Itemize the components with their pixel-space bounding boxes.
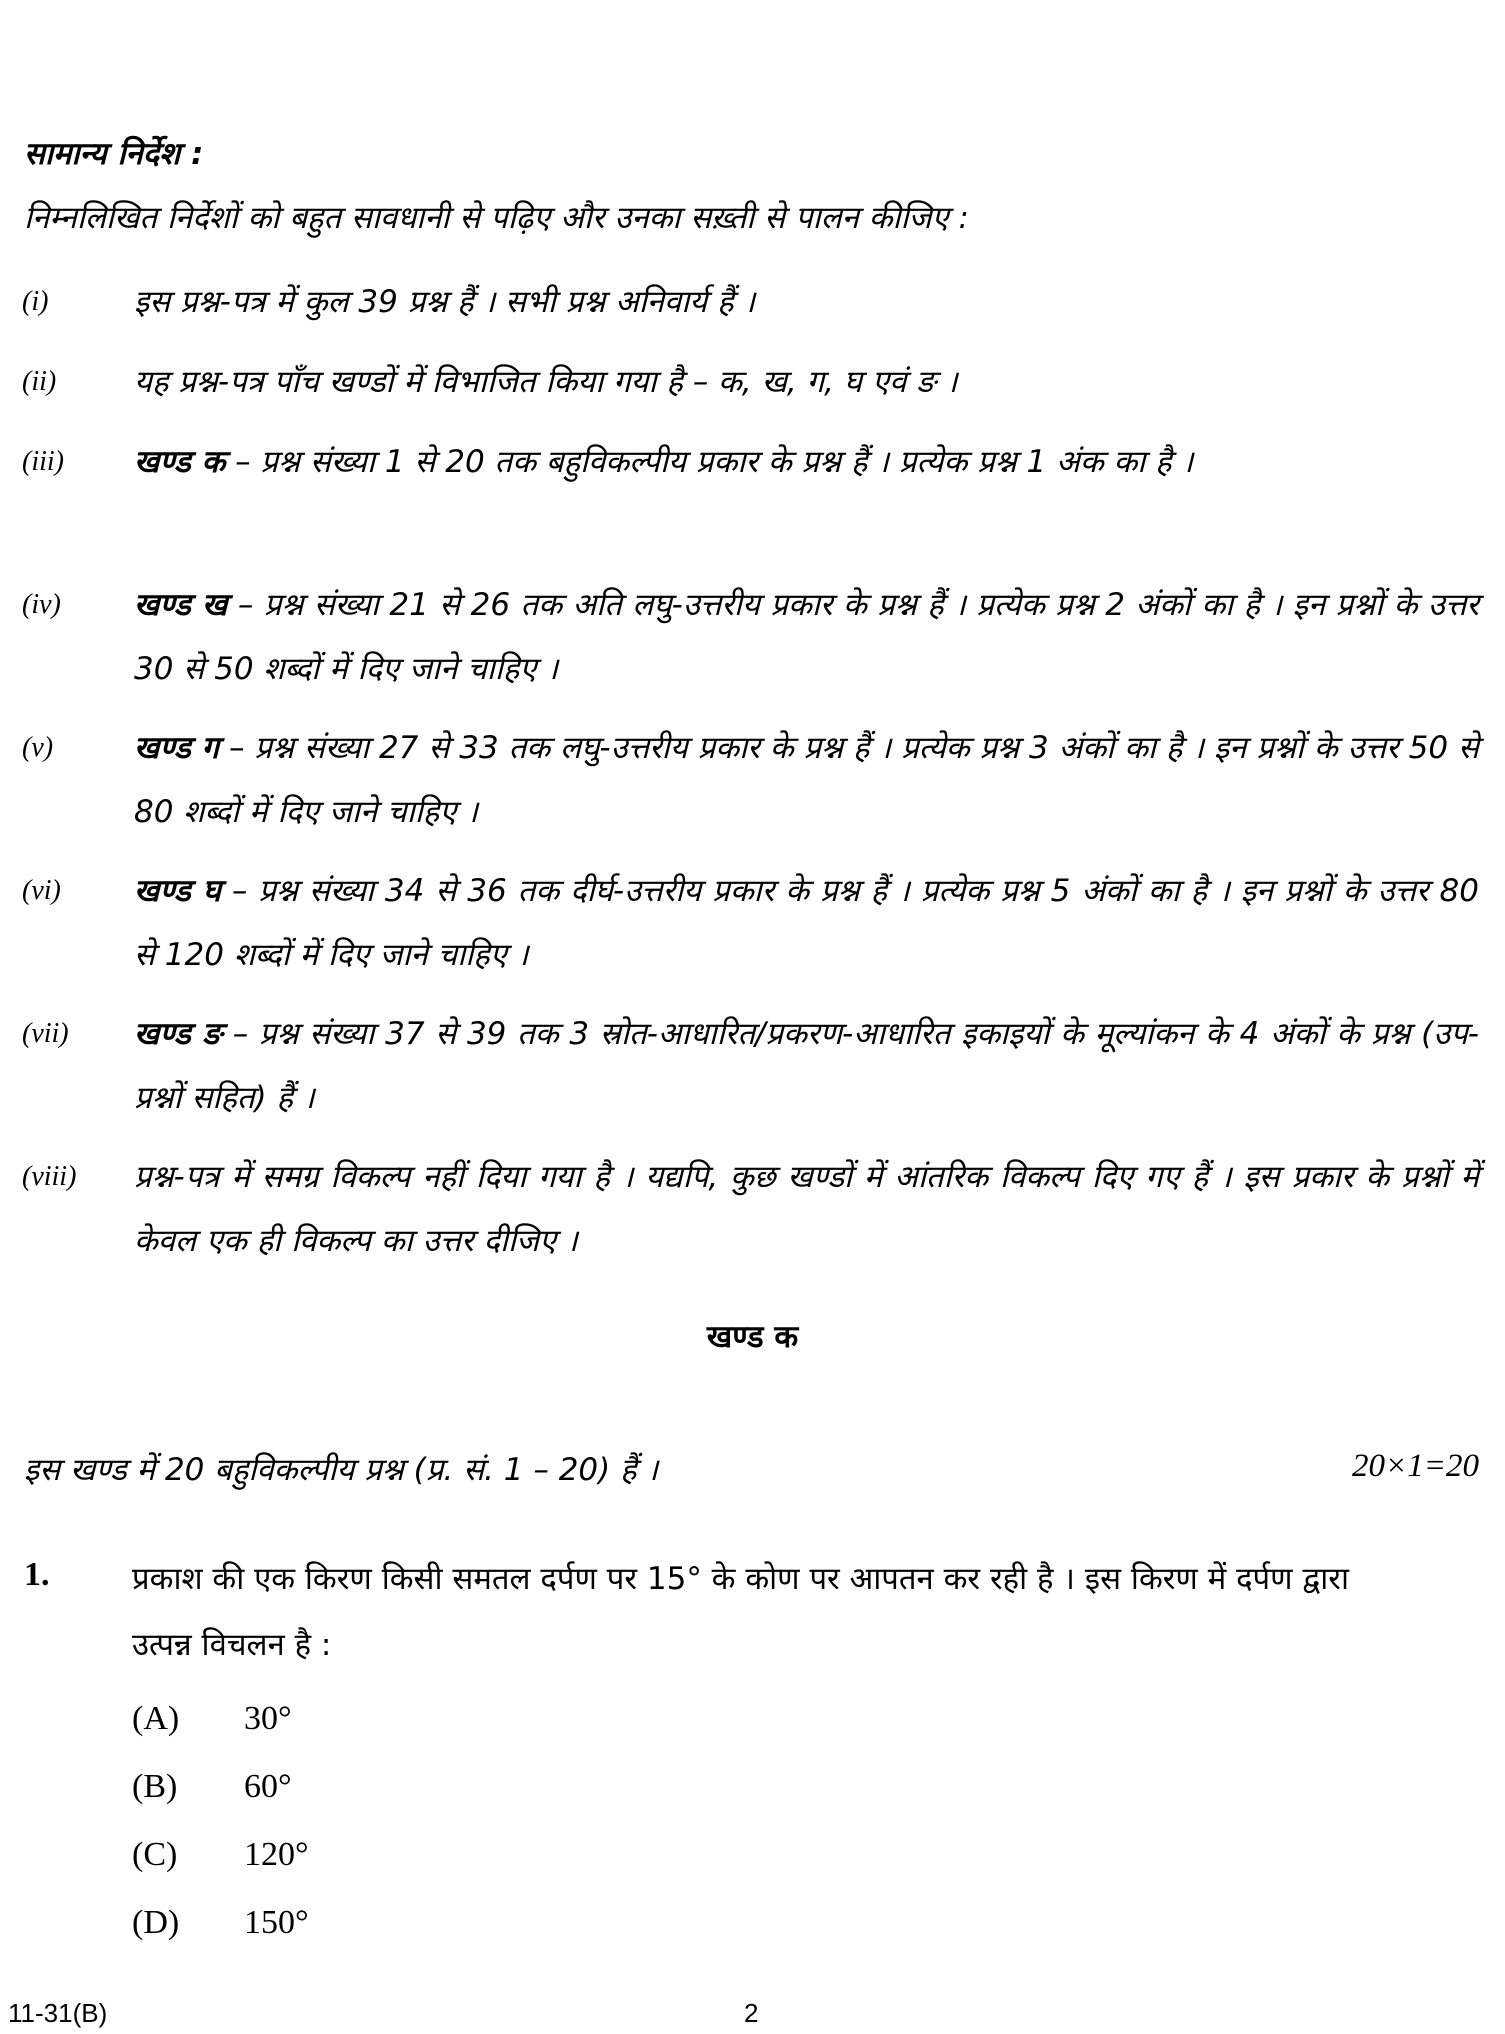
option-c (132, 1836, 309, 1874)
section-label: खण्ड ङ (134, 1016, 223, 1052)
general-instructions-intro: निम्नलिखित निर्देशों को बहुत सावधानी से पढ़िए और उनका सख़्ती से पालन कीजिए : (24, 200, 969, 236)
section-title: खण्ड क (706, 1319, 799, 1355)
section-label: खण्ड घ (134, 873, 221, 909)
option-d (132, 1904, 309, 1942)
section-label: खण्ड ख (134, 587, 228, 623)
option-b (132, 1768, 292, 1806)
instruction-number: (v) (22, 732, 54, 763)
option-value: 60° (244, 1768, 292, 1805)
option-a (132, 1700, 292, 1738)
instruction-text: खण्ड ङ – प्रश्न संख्या 37 से 39 तक 3 स्रोत-आधारित/प्रकरण-आधारित इकाइयों के मूल्यांकन के 4 अंकों के प्रश्न (उप-प्रश्नों सहित) हैं । (134, 1016, 1479, 1116)
instruction-number: (vii) (22, 1018, 69, 1049)
instruction-text: खण्ड ख – प्रश्न संख्या 21 से 26 तक अति लघु-उत्तरीय प्रकार के प्रश्न हैं । प्रत्येक प्रश्न 2 अंकों का है । इन प्रश्नों के उत्तर 30 से 50 शब्दों में दिए जाने चाहिए । (134, 587, 1479, 687)
instruction-number: (iii) (22, 446, 64, 477)
section-description: इस खण्ड में 20 बहुविकल्पीय प्रश्न (प्र. सं. 1 – 20) हैं । (24, 1452, 659, 1488)
instruction-number: (viii) (22, 1161, 77, 1192)
instruction-number: (ii) (22, 366, 57, 397)
option-label: (D) (132, 1904, 180, 1941)
option-label: (C) (132, 1836, 178, 1873)
instruction-text: खण्ड ग – प्रश्न संख्या 27 से 33 तक लघु-उत्तरीय प्रकार के प्रश्न हैं । प्रत्येक प्रश्न 3 अंकों का है । इन प्रश्नों के उत्तर 50 से 80 शब्दों में दिए जाने चाहिए । (134, 730, 1480, 830)
instruction-number: (iv) (22, 589, 61, 620)
option-label: (A) (132, 1700, 180, 1737)
paper-code: 11-31(B) (8, 1998, 108, 2028)
instruction-text: खण्ड घ – प्रश्न संख्या 34 से 36 तक दीर्घ-उत्तरीय प्रकार के प्रश्न हैं । प्रत्येक प्रश्न 5 अंकों का है । इन प्रश्नों के उत्तर 80 से 120 शब्दों में दिए जाने चाहिए । (134, 873, 1480, 973)
instruction-number: (vi) (22, 875, 61, 906)
option-value: 150° (244, 1904, 309, 1941)
option-value: 30° (244, 1700, 292, 1737)
question-number: 1. (24, 1556, 50, 1593)
option-label: (B) (132, 1768, 178, 1805)
section-label: खण्ड क (134, 444, 226, 480)
option-value: 120° (244, 1836, 309, 1873)
general-instructions-heading: सामान्य निर्देश : (24, 136, 204, 172)
page-number: 2 (744, 1998, 759, 2028)
instruction-text: यह प्रश्न-पत्र पाँच खण्डों में विभाजित किया गया है – क, ख, ग, घ एवं ङ । (134, 364, 958, 400)
instruction-text: इस प्रश्न-पत्र में कुल 39 प्रश्न हैं । सभी प्रश्न अनिवार्य हैं । (134, 284, 756, 320)
instruction-number: (i) (22, 286, 49, 317)
instruction-text: प्रश्न-पत्र में समग्र विकल्प नहीं दिया गया है । यद्यपि, कुछ खण्डों में आंतरिक विकल्प दिए गए हैं । इस प्रकार के प्रश्नों में केवल एक ही विकल्प का उत्तर दीजिए । (134, 1159, 1479, 1259)
question-text: प्रकाश की एक किरण किसी समतल दर्पण पर 15° के कोण पर आपतन कर रही है । इस किरण में दर्पण द्वारा उत्पन्न विचलन है : (132, 1561, 1349, 1663)
instruction-text: खण्ड क – प्रश्न संख्या 1 से 20 तक बहुविकल्पीय प्रकार के प्रश्न हैं । प्रत्येक प्रश्न 1 अंक का है । (134, 444, 1194, 480)
section-marks: 20×1=20 (1351, 1448, 1479, 1484)
section-label: खण्ड ग (134, 730, 220, 766)
